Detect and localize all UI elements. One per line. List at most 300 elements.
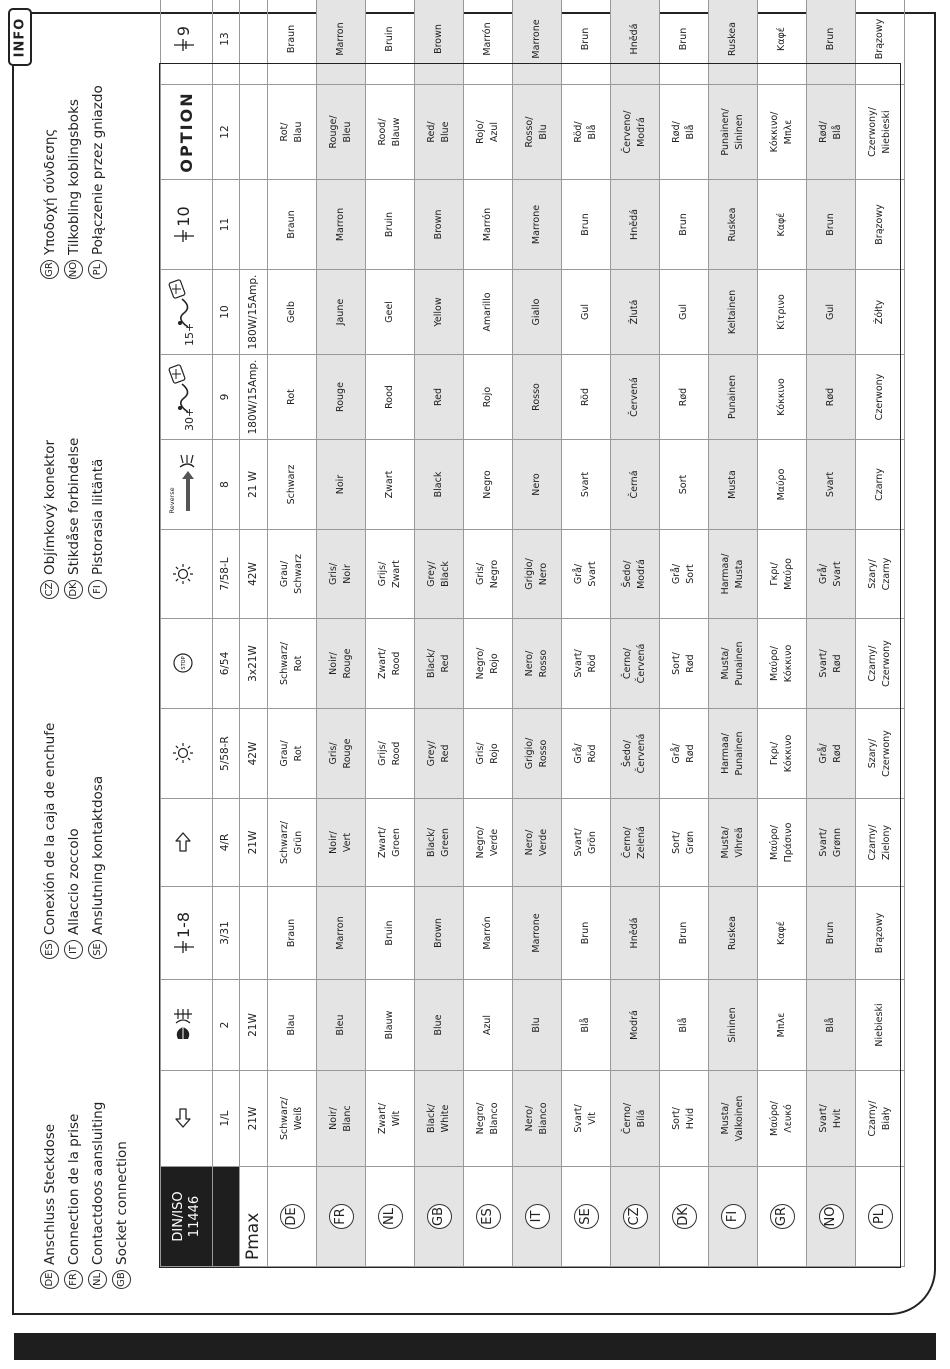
wire-color-cell: Hnědá — [611, 887, 660, 980]
wire-color-cell: Black/ White — [415, 1071, 464, 1167]
wire-color-cell: Jaune — [317, 270, 366, 355]
wire-color-cell: Azul — [464, 980, 513, 1071]
country-code-badge: PL — [88, 260, 107, 279]
wire-color-cell: Gris/ Rojo — [464, 709, 513, 799]
wire-color-cell: Blu — [513, 980, 562, 1071]
wire-color-cell: Rood — [366, 355, 415, 440]
country-code-badge: DK — [64, 580, 83, 599]
wire-color-cell: Bruin — [366, 887, 415, 980]
wire-color-cell: Blue — [415, 980, 464, 1071]
wire-color-cell: Šedo/ Červená — [611, 709, 660, 799]
wire-color-cell: Negro/ Blanco — [464, 1071, 513, 1167]
wire-color-cell: Marrón — [464, 887, 513, 980]
wire-color-cell: Hnědá — [611, 180, 660, 270]
table-row-cz — [611, 0, 660, 1267]
wire-color-cell: Grigio/ Nero — [513, 530, 562, 619]
legend-text: Allaccio zoccolo — [65, 828, 82, 935]
wire-color-cell: Red/ Blue — [415, 85, 464, 180]
svg-text:STOP: STOP — [181, 656, 188, 671]
wire-color-cell: Rød/ Blå — [660, 85, 709, 180]
legend-item-fi — [88, 459, 107, 599]
wire-color-cell: Grå/ Svart — [562, 530, 611, 619]
table-row-nl — [366, 0, 415, 1267]
country-code-badge: PL — [868, 1204, 893, 1229]
wire-color-cell: Černo/ Červená — [611, 619, 660, 709]
legend-item-nl — [88, 1102, 107, 1289]
wire-color-cell: Brun — [562, 0, 611, 85]
row-country-code — [709, 1167, 758, 1267]
table-row-fi — [709, 0, 758, 1267]
table-row-it — [513, 0, 562, 1267]
wire-color-cell: Grå/ Svart — [807, 530, 856, 619]
country-code-badge: SE — [88, 940, 107, 959]
wire-color-cell: Negro — [464, 440, 513, 530]
country-code-badge: IT — [525, 1204, 550, 1229]
ignition-power-icon — [168, 277, 198, 347]
wire-color-cell: Grigio/ Rosso — [513, 709, 562, 799]
table-row-dk — [660, 0, 709, 1267]
country-code-badge: DE — [40, 1270, 59, 1289]
wire-color-cell: Gul — [660, 270, 709, 355]
wire-color-cell: Grå/ Rød — [660, 709, 709, 799]
wire-color-cell: Rosso/ Blu — [513, 85, 562, 180]
pin-number: 5/58-R — [213, 709, 240, 799]
reverse-label: Reverse — [168, 487, 177, 514]
wire-color-cell: Braun — [268, 0, 317, 85]
table-row-fr — [317, 0, 366, 1267]
pmax-value: 21 W — [240, 440, 268, 530]
pmax-value: 42W — [240, 709, 268, 799]
country-code-badge: DE — [280, 1204, 305, 1229]
pin-number: 8 — [213, 440, 240, 530]
wire-color-cell: Καφέ — [758, 887, 807, 980]
country-code-badge: SE — [574, 1204, 599, 1229]
wire-color-cell: Ruskea — [709, 0, 758, 85]
wire-color-cell: Černá — [611, 440, 660, 530]
pmax-value — [240, 85, 268, 180]
socket-wiring-table — [160, 0, 905, 1267]
wire-color-cell: Brown — [415, 0, 464, 85]
country-code-badge: FI — [721, 1204, 746, 1229]
wire-color-cell: Rot — [268, 355, 317, 440]
pin-number: 9 — [213, 355, 240, 440]
row-country-code — [415, 1167, 464, 1267]
country-code-badge: GR — [40, 260, 59, 279]
table-row-se — [562, 0, 611, 1267]
wire-color-cell: Svart/ Röd — [562, 619, 611, 709]
header-pin-7 — [161, 530, 213, 619]
wire-color-cell: Brun — [660, 0, 709, 85]
wire-color-cell: Brązowy — [856, 180, 905, 270]
wire-color-cell: Gelb — [268, 270, 317, 355]
wire-color-cell: Černo/ Zelená — [611, 799, 660, 887]
wire-color-cell: Nero/ Rosso — [513, 619, 562, 709]
wire-color-cell: Punainen — [709, 355, 758, 440]
wire-color-cell: Żółty — [856, 270, 905, 355]
header-pin-5 — [161, 709, 213, 799]
wire-color-cell: Marron — [317, 0, 366, 85]
wire-color-cell: Marron — [317, 180, 366, 270]
wire-color-cell: Marrone — [513, 0, 562, 85]
wire-color-cell: Καφέ — [758, 0, 807, 85]
country-code-badge: NO — [64, 260, 83, 279]
wire-color-cell: Black/ Red — [415, 619, 464, 709]
din-iso-label — [161, 1167, 213, 1267]
wire-color-cell: Brun — [807, 0, 856, 85]
wire-color-cell: Geel — [366, 270, 415, 355]
wire-color-cell: Καφέ — [758, 180, 807, 270]
wire-color-cell: Svart/ Grön — [562, 799, 611, 887]
pin-number: 3/31 — [213, 887, 240, 980]
wire-color-cell: Marron — [317, 887, 366, 980]
table-row-es — [464, 0, 513, 1267]
wire-color-cell: Blå — [660, 980, 709, 1071]
legend-item-dk — [64, 438, 83, 599]
wire-color-cell: Negro/ Verde — [464, 799, 513, 887]
wire-color-cell: Braun — [268, 887, 317, 980]
continuous-power-icon — [168, 362, 198, 432]
wire-color-cell: Brown — [415, 887, 464, 980]
wire-color-cell: Röd — [562, 355, 611, 440]
legend-text: Contactdoos aansluiting — [89, 1101, 106, 1265]
country-code-badge: GR — [770, 1204, 795, 1229]
row-country-code — [807, 1167, 856, 1267]
power-label: 15+ — [183, 322, 197, 346]
wire-color-cell: Schwarz/ Weiß — [268, 1071, 317, 1167]
wire-color-cell: Niebieski — [856, 980, 905, 1071]
legend-text: Socket connection — [113, 1141, 130, 1265]
wire-color-cell: Μαύρο/ Πράσινο — [758, 799, 807, 887]
wire-color-cell: Harmaa/ Punainen — [709, 709, 758, 799]
wire-color-cell: Zwart/ Rood — [366, 619, 415, 709]
left-turn-arrow-icon — [174, 1108, 192, 1130]
wire-color-cell: Grey/ Red — [415, 709, 464, 799]
wire-color-cell: Czarny/ Biały — [856, 1071, 905, 1167]
legend-item-gr — [40, 129, 59, 279]
wire-color-cell: Gris/ Noir — [317, 530, 366, 619]
pmax-value — [240, 0, 268, 85]
legend-text: Connection de la prise — [65, 1113, 82, 1265]
table-row-pl — [856, 0, 905, 1267]
info-tab-label: INFO — [12, 17, 28, 57]
row-country-code — [317, 1167, 366, 1267]
legend-text: Połączenie przez gniazdo — [89, 85, 106, 255]
table-row-de — [268, 0, 317, 1267]
pin-number: 12 — [213, 85, 240, 180]
row-country-code — [758, 1167, 807, 1267]
wire-color-cell: Šedo/ Modrá — [611, 530, 660, 619]
wire-color-cell: Rot/ Blau — [268, 85, 317, 180]
wire-color-cell: Blauw — [366, 980, 415, 1071]
header-pin-12 — [161, 85, 213, 180]
row-country-code — [660, 1167, 709, 1267]
right-turn-arrow-icon — [174, 832, 192, 854]
pin-number: 7/58-L — [213, 530, 240, 619]
wire-color-cell: Schwarz — [268, 440, 317, 530]
legend-item-fr — [64, 1114, 83, 1289]
wire-color-cell: Marrón — [464, 180, 513, 270]
wire-color-cell: Musta/ Valkoinen — [709, 1071, 758, 1167]
wire-color-cell: Marrone — [513, 887, 562, 980]
wire-color-cell: Grau/ Rot — [268, 709, 317, 799]
wire-color-cell: Yellow — [415, 270, 464, 355]
wire-color-cell: Svart — [807, 440, 856, 530]
wire-color-cell: Grau/ Schwarz — [268, 530, 317, 619]
wire-color-cell: Bruin — [366, 180, 415, 270]
row-country-code — [268, 1167, 317, 1267]
wire-color-cell: Rojo — [464, 355, 513, 440]
wire-color-cell: Czarny/ Czerwony — [856, 619, 905, 709]
wire-color-cell: Noir/ Rouge — [317, 619, 366, 709]
table-row-gr — [758, 0, 807, 1267]
wire-color-cell: Sort — [660, 440, 709, 530]
language-legend — [40, 59, 130, 1289]
country-code-badge: GB — [427, 1204, 452, 1229]
wire-color-cell: Nero — [513, 440, 562, 530]
pmax-value: 3x21W — [240, 619, 268, 709]
wire-color-cell: Marrón — [464, 0, 513, 85]
row-country-code — [611, 1167, 660, 1267]
header-pin-2 — [161, 980, 213, 1071]
legend-text: Anslutning kontaktdosa — [89, 775, 106, 935]
wire-color-cell: Zwart — [366, 440, 415, 530]
pin-number: 2 — [213, 980, 240, 1071]
legend-text: Objímkový konektor — [41, 439, 58, 575]
header-pin-13 — [161, 0, 213, 85]
pmax-value: 21W — [240, 799, 268, 887]
pmax-value — [240, 887, 268, 980]
wire-color-cell: Rood/ Blauw — [366, 85, 415, 180]
wire-color-cell: Grijs/ Rood — [366, 709, 415, 799]
wire-color-cell: Rød — [807, 355, 856, 440]
country-code-badge: ES — [40, 940, 59, 959]
wire-color-cell: Rød — [660, 355, 709, 440]
pmax-value: 42W — [240, 530, 268, 619]
wire-color-cell: Rouge — [317, 355, 366, 440]
wire-color-cell: Schwarz/ Grün — [268, 799, 317, 887]
wire-color-cell: Red — [415, 355, 464, 440]
wire-color-cell: Grijs/ Zwart — [366, 530, 415, 619]
wire-color-cell: Black/ Green — [415, 799, 464, 887]
wire-color-cell: Ruskea — [709, 180, 758, 270]
wire-color-cell: Musta/ Punainen — [709, 619, 758, 709]
pin-number: 10 — [213, 270, 240, 355]
row-country-code — [366, 1167, 415, 1267]
wire-color-cell: Svart/ Hvit — [807, 1071, 856, 1167]
stop-light-icon — [171, 652, 195, 676]
wire-color-cell: Bruin — [366, 0, 415, 85]
wire-color-cell: Rød/ Blå — [807, 85, 856, 180]
wire-color-cell: Brun — [562, 887, 611, 980]
ground-icon — [173, 940, 195, 954]
wire-color-cell: Blå — [562, 980, 611, 1071]
wire-color-cell: Gul — [562, 270, 611, 355]
wire-color-cell: Noir — [317, 440, 366, 530]
country-code-badge: NL — [88, 1270, 107, 1289]
wire-color-cell: Szary/ Czerwony — [856, 709, 905, 799]
legend-text: Conexión de la caja de enchufe — [41, 722, 58, 935]
ground-label: 1-8 — [174, 911, 194, 939]
legend-text: Anschluss Steckdose — [41, 1123, 58, 1265]
wire-color-cell: Rouge/ Bleu — [317, 85, 366, 180]
country-code-badge: FR — [329, 1204, 354, 1229]
ground-label: 9 — [174, 25, 194, 37]
wire-color-cell: Μαύρο — [758, 440, 807, 530]
wire-color-cell: Brun — [807, 887, 856, 980]
country-code-badge: ES — [476, 1204, 501, 1229]
wire-color-cell: Rosso — [513, 355, 562, 440]
wire-color-cell: Szary/ Czarny — [856, 530, 905, 619]
wire-color-cell: Brązowy — [856, 887, 905, 980]
wire-color-cell: Grey/ Black — [415, 530, 464, 619]
wire-color-cell: Γκρι/ Μαύρο — [758, 530, 807, 619]
header-pin-4 — [161, 799, 213, 887]
country-code-badge: DK — [672, 1204, 697, 1229]
row-country-code — [562, 1167, 611, 1267]
country-code-badge: NL — [378, 1204, 403, 1229]
wire-color-cell: Grå/ Sort — [660, 530, 709, 619]
row-country-code — [856, 1167, 905, 1267]
tail-light-icon — [171, 562, 195, 586]
ground-icon — [173, 229, 195, 243]
wire-color-cell: Czarny/ Zielony — [856, 799, 905, 887]
wire-color-cell: Κίτρινο — [758, 270, 807, 355]
header-pin-6 — [161, 619, 213, 709]
wire-color-cell: Červená — [611, 355, 660, 440]
pmax-value: 180W/15Amp. — [240, 270, 268, 355]
fog-light-icon — [172, 1007, 194, 1043]
wire-color-cell: Czerwony — [856, 355, 905, 440]
header-pin-3 — [161, 887, 213, 980]
table-row-gb — [415, 0, 464, 1267]
pmax-label: Pmax — [240, 1167, 268, 1267]
country-code-badge: CZ — [623, 1204, 648, 1229]
wire-color-cell: Noir/ Vert — [317, 799, 366, 887]
wire-color-cell: Negro/ Rojo — [464, 619, 513, 709]
country-code-badge: CZ — [40, 580, 59, 599]
legend-item-pl — [88, 85, 107, 279]
country-code-badge: IT — [64, 940, 83, 959]
header-pin-9 — [161, 355, 213, 440]
pin-number: 11 — [213, 180, 240, 270]
wire-color-cell: Nero/ Verde — [513, 799, 562, 887]
wire-color-cell: Brun — [807, 180, 856, 270]
wire-color-cell: Braun — [268, 180, 317, 270]
pin-number: 13 — [213, 0, 240, 85]
wire-color-cell: Sort/ Grøn — [660, 799, 709, 887]
pin-number: 6/54 — [213, 619, 240, 709]
wire-color-cell: Sininen — [709, 980, 758, 1071]
wire-color-cell: Blå — [807, 980, 856, 1071]
wire-color-cell: Gris/ Rouge — [317, 709, 366, 799]
country-code-badge: NO — [819, 1204, 844, 1229]
wire-color-cell: Bleu — [317, 980, 366, 1071]
wire-color-cell: Nero/ Bianco — [513, 1071, 562, 1167]
pin-label-cell — [213, 1167, 240, 1267]
legend-item-cz — [40, 440, 59, 599]
option-label: OPTION — [176, 91, 196, 173]
wire-color-cell: Grå/ Röd — [562, 709, 611, 799]
wire-color-cell: Schwarz/ Rot — [268, 619, 317, 709]
legend-item-se — [88, 776, 107, 959]
wire-color-cell: Czerwony/ Niebieski — [856, 85, 905, 180]
din-iso-line2: 11446 — [186, 1195, 202, 1238]
wire-color-cell: Gul — [807, 270, 856, 355]
country-code-badge: FR — [64, 1270, 83, 1289]
row-country-code — [464, 1167, 513, 1267]
header-pin-10 — [161, 270, 213, 355]
din-iso-line1: DIN/ISO — [170, 1191, 186, 1242]
wire-color-cell: Sort/ Hvid — [660, 1071, 709, 1167]
ground-icon — [173, 38, 195, 52]
wire-color-cell: Punainen/ Sininen — [709, 85, 758, 180]
wire-color-cell: Rojo/ Azul — [464, 85, 513, 180]
wire-color-cell: Μαύρο/ Κόκκινο — [758, 619, 807, 709]
header-pin-1 — [161, 1071, 213, 1167]
pmax-value — [240, 180, 268, 270]
wire-color-cell: Zwart/ Groen — [366, 799, 415, 887]
wire-color-cell: Brun — [660, 887, 709, 980]
wire-color-cell: Žlutá — [611, 270, 660, 355]
wire-color-cell: Ruskea — [709, 887, 758, 980]
wire-color-cell: Μπλε — [758, 980, 807, 1071]
wire-color-cell: Zwart/ Wit — [366, 1071, 415, 1167]
row-country-code — [513, 1167, 562, 1267]
wire-color-cell: Keltainen — [709, 270, 758, 355]
legend-text: Pistorasia liitäntä — [89, 458, 106, 575]
pmax-value: 21W — [240, 1071, 268, 1167]
wire-color-cell: Giallo — [513, 270, 562, 355]
table-row-no — [807, 0, 856, 1267]
wire-color-cell: Sort/ Rød — [660, 619, 709, 709]
wire-color-cell: Brun — [660, 180, 709, 270]
pmax-value: 21W — [240, 980, 268, 1071]
wire-color-cell: Amarillo — [464, 270, 513, 355]
wire-color-cell: Černo/ Bílá — [611, 1071, 660, 1167]
legend-item-no — [64, 99, 83, 279]
legend-item-es — [40, 723, 59, 959]
wire-color-cell: Noir/ Blanc — [317, 1071, 366, 1167]
reverse-light-icon — [170, 454, 196, 516]
ground-label: 10 — [174, 206, 194, 227]
wire-color-cell: Brown — [415, 180, 464, 270]
wire-color-cell: Marrone — [513, 180, 562, 270]
wire-color-cell: Musta/ Vihreä — [709, 799, 758, 887]
wire-color-cell: Červeno/ Modrá — [611, 85, 660, 180]
wire-color-cell: Svart/ Vit — [562, 1071, 611, 1167]
wire-color-cell: Röd/ Blå — [562, 85, 611, 180]
legend-item-gb — [112, 1141, 131, 1289]
wire-color-cell: Grå/ Rød — [807, 709, 856, 799]
wire-color-cell: Hnědá — [611, 0, 660, 85]
legend-text: Tilkobling koblingsboks — [65, 99, 82, 255]
wire-color-cell: Czarny — [856, 440, 905, 530]
wire-color-cell: Μαύρο/ Λευκό — [758, 1071, 807, 1167]
wire-color-cell: Black — [415, 440, 464, 530]
wire-color-cell: Brązowy — [856, 0, 905, 85]
power-label: 30+ — [183, 407, 197, 431]
wire-color-cell: Blau — [268, 980, 317, 1071]
legend-text: Stikdåse forbindelse — [65, 437, 82, 575]
country-code-badge: GB — [112, 1270, 131, 1289]
wire-color-cell: Modrá — [611, 980, 660, 1071]
wire-color-cell: Κόκκινο/ Μπλε — [758, 85, 807, 180]
wire-color-cell: Musta — [709, 440, 758, 530]
legend-item-de — [40, 1124, 59, 1289]
pmax-value: 180W/15Amp. — [240, 355, 268, 440]
wire-color-cell: Gris/ Negro — [464, 530, 513, 619]
wire-color-cell: Svart — [562, 440, 611, 530]
